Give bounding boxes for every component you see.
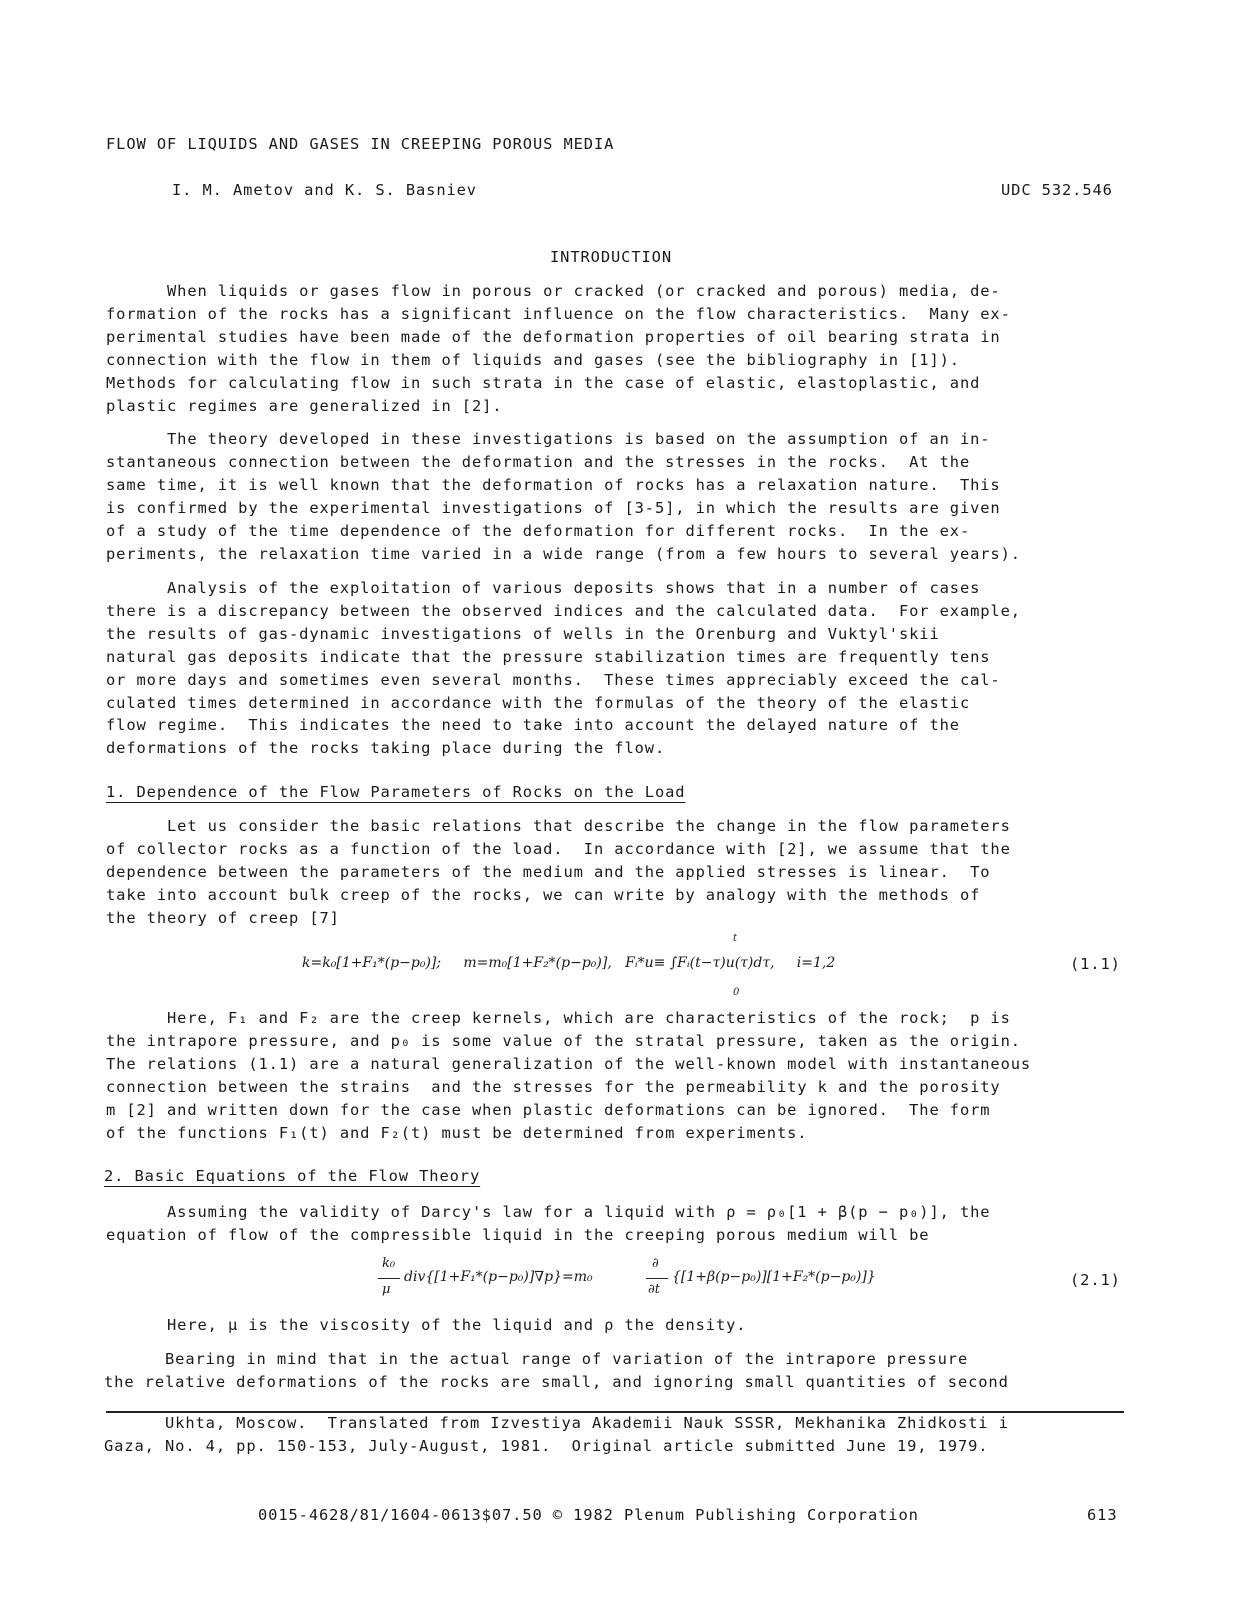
section-1-heading: 1. Dependence of the Flow Parameters of Rocks on the Load (106, 783, 686, 801)
eq2-tail: {[1+β(p−p₀)][1+F₂*(p−p₀)]} (672, 1269, 876, 1285)
eq2-fraction-numerator: k₀ (382, 1256, 396, 1271)
equation-2-1 (368, 1255, 968, 1305)
eq2-fraction-bar (378, 1278, 400, 1279)
eq2-derivative-bar (646, 1278, 668, 1279)
footnote: Ukhta, Moscow. Translated from Izvestiya Akademii Nauk SSSR, Mekhanika Zhidkosti i Gaza, No. 4, pp. 150-153, July-August, 1981. Original article submitted June 19, 1979. (104, 1414, 1009, 1455)
section-2-paragraph-2: Here, μ is the viscosity of the liquid and ρ the density. (106, 1316, 747, 1334)
intro-paragraph-3: Analysis of the exploitation of various deposits shows that in a number of cases there is a discrepancy between the observed indices and the calculated data. For example, the results of gas-dynamic investigations of wells in the Orenburg and Vuktyl'skii natural gas deposits indicate that the pressure stabilization times are frequently tens or more days and sometimes even several months. These times appreciably exceed the cal- culated times determined in accordance with the formulas of the theory of the elastic flow regime. This indicates the need to take into account the delayed nature of the deformations of the rocks taking place during the flow. (106, 579, 1021, 758)
section-2-paragraph-1: Assuming the validity of Darcy's law for a liquid with ρ = ρ₀[1 + β(p − p₀)], the equation of flow of the compressible liquid in the creeping porous medium will be (106, 1203, 991, 1244)
integral-lower-limit: 0 (733, 987, 740, 998)
eq2-derivative-denominator: ∂t (648, 1282, 660, 1297)
udc-code: UDC 532.546 (1001, 181, 1113, 199)
integral-upper-limit: t (733, 933, 738, 944)
section-2-heading: 2. Basic Equations of the Flow Theory (104, 1167, 481, 1185)
eq2-body: div{[1+F₁*(p−p₀)]∇p}=m₀ (404, 1269, 593, 1285)
intro-paragraph-2: The theory developed in these investigations is based on the assumption of an in- stantaneous connection between the deformation and the stresses in the rocks. At the same time, it is well known that the deformation of rocks has a relaxation nature. This is confirmed by the experimental investigations of [3-5], in which the results are given of a study of the time dependence of the deformation for different rocks. In the ex- periments, the relaxation time varied in a wide range (from a few hours to several years). (106, 430, 1021, 563)
copyright-line: 0015-4628/81/1604-0613$07.50 © 1982 Plenum Publishing Corporation (258, 1506, 919, 1524)
intro-paragraph-1: When liquids or gases flow in porous or cracked (or cracked and porous) media, de- formation of the rocks has a significant influence on the flow characteristics. Many ex- perimental studies have been made of the deformation properties of oil bearing strata in connection with the flow in them of liquids and gases (see the bibliography in [1]). Methods for calculating flow in such strata in the case of elastic, elastoplastic, and plastic regimes are generalized in [2]. (106, 282, 1011, 415)
section-1-paragraph-1: Let us consider the basic relations that describe the change in the flow parameters of collector rocks as a function of the load. In accordance with [2], we assume that the dependence between the parameters of the medium and the applied stresses is linear. To take into account bulk creep of the rocks, we can write by analogy with the methods of the theory of creep [7] (106, 817, 1011, 927)
authors: I. M. Ametov and K. S. Basniev (172, 181, 477, 199)
section-1-paragraph-2: Here, F₁ and F₂ are the creep kernels, which are characteristics of the rock; p is the intrapore pressure, and p₀ is some value of the stratal pressure, taken as the origin. The relations (1.1) are a natural generalization of the well-known model with instantaneous connection between the strains and the stresses for the permeability k and the porosity m [2] and written down for the case when plastic deformations can be ignored. The form of the functions F₁(t) and F₂(t) must be determined from experiments. (106, 1009, 1032, 1142)
page-number: 613 (1087, 1506, 1118, 1524)
equation-1-1-number: (1.1) (1070, 955, 1121, 973)
equation-1-1: k=k₀[1+F₁*(p−p₀)]; m=m₀[1+F₂*(p−p₀)], Fᵢ*u≡ ∫Fᵢ(t−τ)u(τ)dτ, i=1,2 (302, 955, 836, 971)
paper-title: FLOW OF LIQUIDS AND GASES IN CREEPING POROUS MEDIA (106, 135, 615, 153)
section-2-paragraph-3: Bearing in mind that in the actual range of variation of the intrapore pressure the relative deformations of the rocks are small, and ignoring small quantities of second (104, 1350, 1009, 1391)
introduction-heading: INTRODUCTION (550, 248, 672, 266)
eq2-derivative-numerator: ∂ (652, 1256, 659, 1271)
equation-2-1-number: (2.1) (1070, 1271, 1121, 1289)
eq2-fraction-denominator: μ (382, 1282, 391, 1297)
